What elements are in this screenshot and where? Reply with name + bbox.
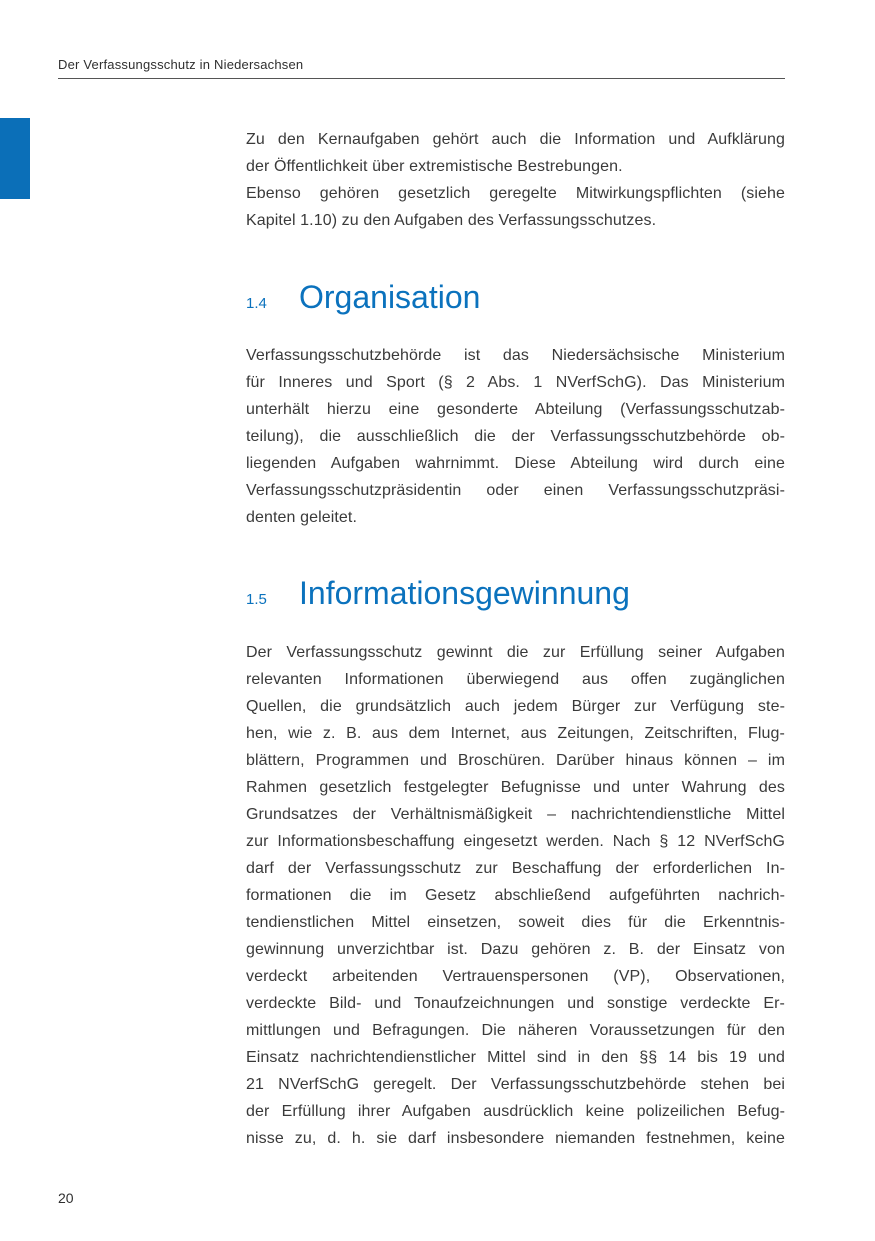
text-line: Verfassungsschutzbehörde ist das Niedersächsische Ministerium <box>246 347 785 364</box>
text-line: verdeckt arbeitenden Vertrauenspersonen (VP), Observationen, <box>246 968 785 985</box>
section-title: Informationsgewinnung <box>299 575 630 611</box>
section-heading-informationsgewinnung <box>246 573 630 613</box>
text-line: tendienstlichen Mittel einsetzen, soweit dies für die Erkenntnis- <box>246 914 785 931</box>
text-line: denten geleitet. <box>246 509 358 526</box>
text-line: Ebenso gehören gesetzlich geregelte Mitwirkungspflichten (siehe <box>246 185 785 202</box>
text-line: unterhält hierzu eine gesonderte Abteilung (Verfassungsschutzab- <box>246 401 785 418</box>
section-title: Organisation <box>299 279 481 315</box>
text-line: mittlungen und Befragungen. Die näheren Voraussetzungen für den <box>246 1022 785 1039</box>
text-line: Zu den Kernaufgaben gehört auch die Information und Aufklärung <box>246 131 785 148</box>
text-line: zur Informationsbeschaffung eingesetzt werden. Nach § 12 NVerfSchG <box>246 833 785 850</box>
text-line: liegenden Aufgaben wahrnimmt. Diese Abteilung wird durch eine <box>246 455 785 472</box>
section-number: 1.4 <box>246 295 267 312</box>
text-line: verdeckte Bild- und Tonaufzeichnungen und sonstige verdeckte Er- <box>246 995 785 1012</box>
section-body-organisation <box>246 342 785 531</box>
text-line: teilung), die ausschließlich die der Verfassungsschutzbehörde ob- <box>246 428 785 445</box>
text-line: blättern, Programmen und Broschüren. Darüber hinaus können – im <box>246 752 785 769</box>
intro-paragraph <box>246 126 785 234</box>
text-line: formationen die im Gesetz abschließend aufgeführten nachrich- <box>246 887 785 904</box>
text-line: für Inneres und Sport (§ 2 Abs. 1 NVerfSchG). Das Ministerium <box>246 374 785 391</box>
text-line: Quellen, die grundsätzlich auch jedem Bürger zur Verfügung ste- <box>246 698 785 715</box>
section-number: 1.5 <box>246 591 267 608</box>
text-line: Grundsatzes der Verhältnismäßigkeit – nachrichtendienstliche Mittel <box>246 806 785 823</box>
header-divider <box>58 78 785 79</box>
text-line: hen, wie z. B. aus dem Internet, aus Zeitungen, Zeitschriften, Flug- <box>246 725 785 742</box>
text-line: Kapitel 1.10) zu den Aufgaben des Verfassungsschutzes. <box>246 212 657 229</box>
text-line: Rahmen gesetzlich festgelegter Befugnisse und unter Wahrung des <box>246 779 785 796</box>
section-heading-organisation <box>246 277 480 317</box>
text-line: der Öffentlichkeit über extremistische Bestrebungen. <box>246 158 623 175</box>
text-line: Der Verfassungsschutz gewinnt die zur Erfüllung seiner Aufgaben <box>246 644 785 661</box>
chapter-side-tab <box>0 118 30 199</box>
text-line: 21 NVerfSchG geregelt. Der Verfassungsschutzbehörde stehen bei <box>246 1076 785 1093</box>
section-body-informationsgewinnung <box>246 639 785 1152</box>
text-line: relevanten Informationen überwiegend aus offen zugänglichen <box>246 671 785 688</box>
text-line: nisse zu, d. h. sie darf insbesondere niemanden festnehmen, keine <box>246 1130 785 1147</box>
text-line: gewinnung unverzichtbar ist. Dazu gehören z. B. der Einsatz von <box>246 941 785 958</box>
page-number: 20 <box>58 1190 74 1206</box>
running-header-title: Der Verfassungsschutz in Niedersachsen <box>58 57 304 72</box>
text-line: der Erfüllung ihrer Aufgaben ausdrücklich keine polizeilichen Befug- <box>246 1103 785 1120</box>
text-line: Einsatz nachrichtendienstlicher Mittel sind in den §§ 14 bis 19 und <box>246 1049 785 1066</box>
text-line: Verfassungsschutzpräsidentin oder einen Verfassungsschutzpräsi- <box>246 482 785 499</box>
text-line: darf der Verfassungsschutz zur Beschaffung der erforderlichen In- <box>246 860 785 877</box>
